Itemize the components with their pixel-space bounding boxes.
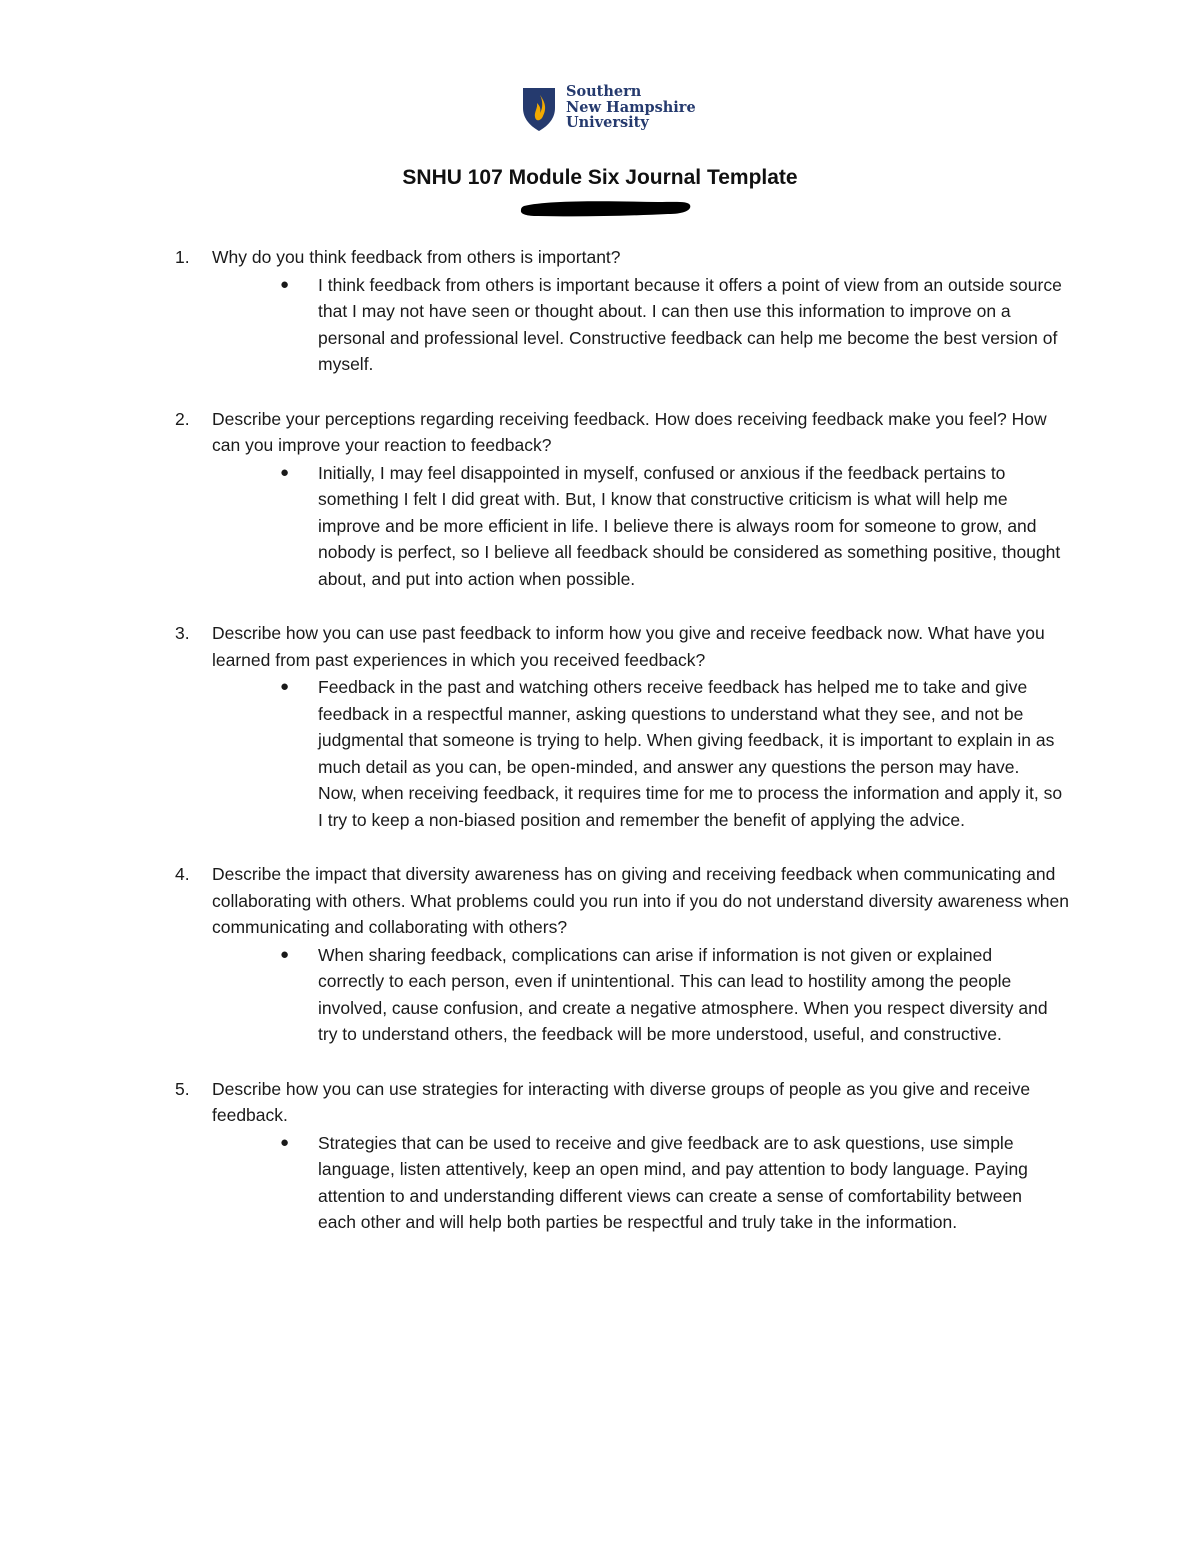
question-number: 4.	[175, 864, 190, 884]
logo-line-university: University	[566, 114, 649, 131]
logo-line-southern: Southern	[566, 83, 642, 100]
question-list	[0, 244, 1200, 1264]
question-item	[0, 406, 1200, 593]
answer-item	[0, 942, 1200, 1048]
answer-item	[0, 674, 1200, 833]
answer-text: Initially, I may feel disappointed in myself, confused or anxious if the feedback pertains to something I felt I did great with. But, I know that constructive criticism is what will help me improve and be more efficient in life. I believe there is always room for someone to grow, and nobody is perfect, so I believe all feedback should be considered as something positive, thought about, and put into action when possible.	[318, 462, 1061, 589]
question-text: Why do you think feedback from others is important?	[212, 247, 621, 267]
shield-flame-icon	[521, 86, 557, 132]
answer-text: When sharing feedback, complications can arise if information is not given or explained correctly to each person, even if unintentional. This can lead to hostility among the people involved, cause confusion, and create a negative atmosphere. When you respect diversity and try to understand others, the feedback will be more understood, useful, and constructive.	[318, 944, 1048, 1044]
question-item	[0, 1076, 1200, 1236]
answer-item	[0, 460, 1200, 593]
question-number: 5.	[175, 1078, 190, 1099]
question-text: Describe the impact that diversity awareness has on giving and receiving feedback when communicating and collaborating with others. What problems could you run into if you do not understand diversity awareness when communicating and collaborating with others?	[212, 864, 1069, 937]
bullet-icon: ●	[280, 275, 290, 293]
logo-line-new-hampshire: New Hampshire	[566, 98, 696, 116]
question-number: 3.	[175, 623, 190, 643]
redaction-mark	[518, 197, 692, 219]
document-title: SNHU 107 Module Six Journal Template	[402, 166, 798, 189]
question-text: Describe your perceptions regarding receiving feedback. How does receiving feedback make you feel? How can you improve your reaction to feedback?	[212, 408, 1047, 455]
bullet-icon: ●	[280, 945, 290, 963]
question-item	[0, 620, 1200, 833]
answer-text: Feedback in the past and watching others receive feedback has helped me to take and give feedback in a respectful manner, asking questions to understand what they see, and not be judgmental that someone is trying to help. When giving feedback, it is important to explain in as much detail as you can, be open-minded, and answer any questions the person may have. Now, when receiving feedback, it requires time for me to process the information and apply it, so I try to keep a non-biased position and remember the benefit of applying the advice.	[318, 677, 1063, 830]
question-number: 1.	[175, 247, 190, 267]
answer-item	[0, 272, 1200, 378]
answer-text: Strategies that can be used to receive and give feedback are to ask questions, use simple language, listen attentively, keep an open mind, and pay attention to body language. Paying attention to and understanding different views can create a sense of comfortability between each other and will help both parties be respectful and truly take in the information.	[318, 1132, 1028, 1232]
bullet-icon: ●	[280, 678, 290, 695]
bullet-icon: ●	[280, 1133, 290, 1151]
question-text: Describe how you can use past feedback to inform how you give and receive feedback now. What have you learned from past experiences in which you received feedback?	[212, 623, 1045, 670]
question-item	[0, 861, 1200, 1048]
question-item	[0, 244, 1200, 378]
answer-text: I think feedback from others is important because it offers a point of view from an outside source that I may not have seen or thought about. I can then use this information to improve on a personal and professional level. Constructive feedback can help me become the best version of myself.	[318, 274, 1062, 374]
logo-wordmark	[566, 84, 696, 131]
question-text: Describe how you can use strategies for interacting with diverse groups of people as you give and receive feedback.	[212, 1078, 1031, 1125]
bullet-icon: ●	[280, 463, 290, 481]
answer-item	[0, 1130, 1200, 1236]
question-number: 2.	[175, 408, 190, 429]
university-logo	[521, 83, 696, 134]
